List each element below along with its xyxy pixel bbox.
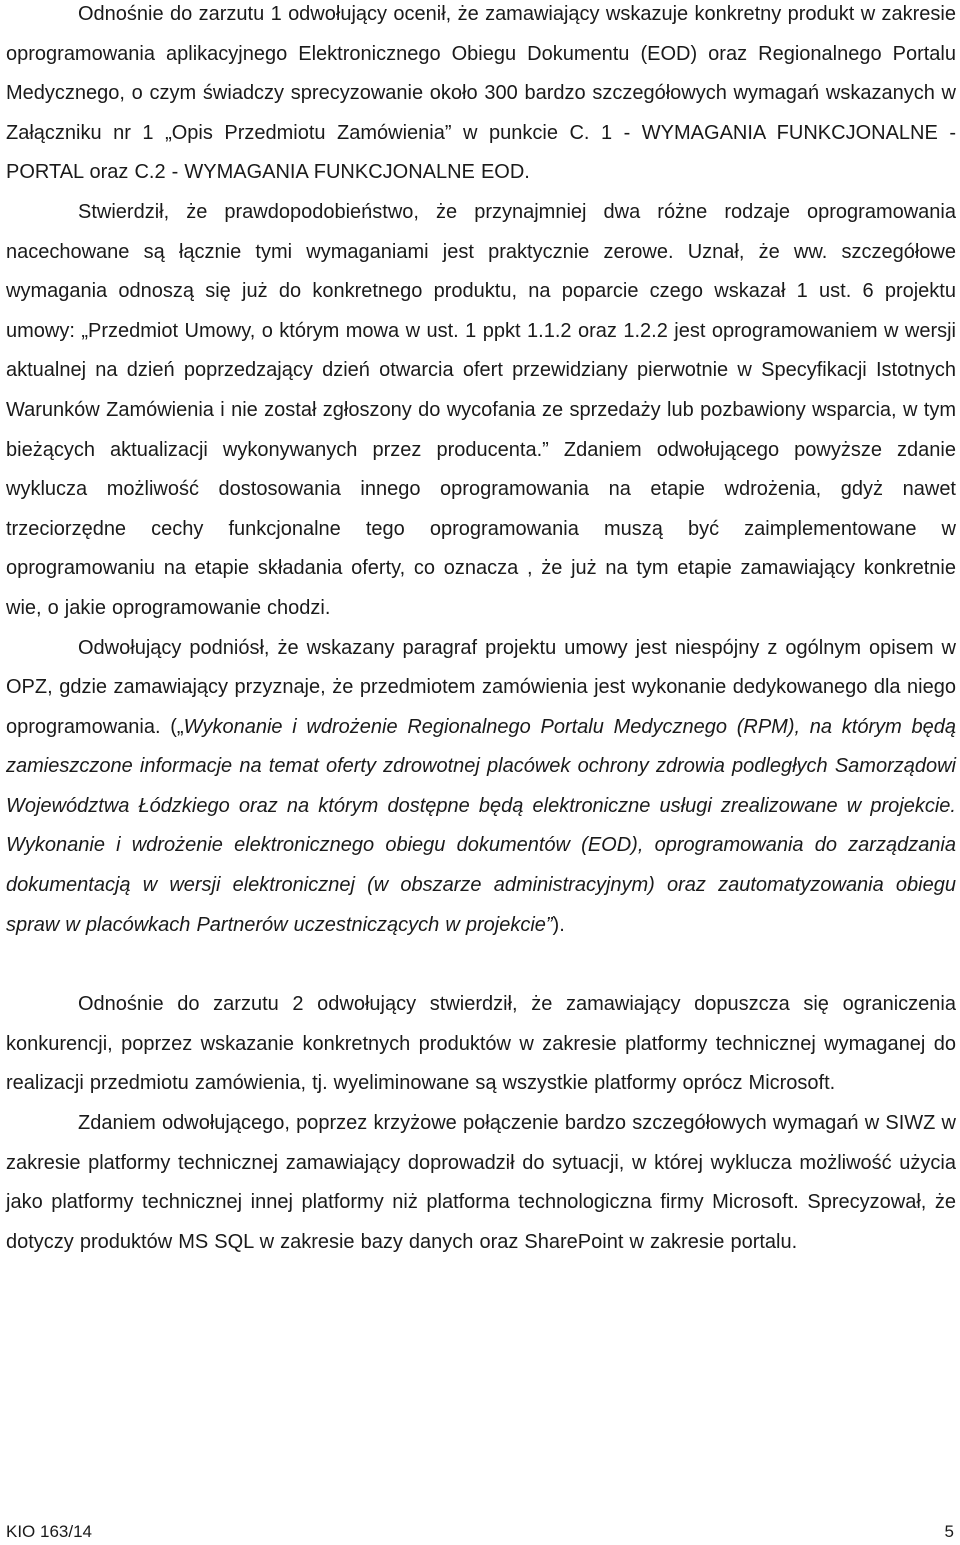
paragraph-5: Zdaniem odwołującego, poprzez krzyżowe połączenie bardzo szczegółowych wymagań w SIWZ w zakresie platformy technicznej zamawiający doprowadził do sytuacji, w której wyklucza możliwość użycia jako platformy technicznej innej platformy niż platforma technologiczna firmy Microsoft. Sprecyzował, że dotyczy produktów MS SQL w zakresie bazy danych oraz SharePoint w zakresie portalu. (6, 1112, 956, 1253)
paragraph-3-quote: Wykonanie i wdrożenie Regionalnego Portalu Medycznego (RPM), na którym będą zamieszczone informacje na temat oferty zdrowotnej placówek ochrony zdrowia podległych Samorządowi Województwa Łódzkiego oraz na którym dostępne będą elektroniczne usługi zrealizowane w projekcie. Wykonanie i wdrożenie elektronicznego obiegu dokumentów (EOD), oprogramowania do zarządzania dokumentacją w wersji elektronicznej (w obszarze administracyjnym) oraz zautomatyzowania obiegu spraw w placówkach Partnerów uczestniczących w projekcie” (6, 715, 956, 936)
paragraph-spacer (6, 945, 956, 985)
paragraph-3-tail: ). (552, 913, 565, 936)
paragraph-1: Odnośnie do zarzutu 1 odwołujący ocenił, że zamawiający wskazuje konkretny produkt w zakresie oprogramowania aplikacyjnego Elektronicznego Obiegu Dokumentu (EOD) oraz Regionalnego Portalu Medycznego, o czym świadczy sprecyzowanie około 300 bardzo szczegółowych wymagań wskazanych w Załączniku nr 1 „Opis Przedmiotu Zamówienia” w punkcie C. 1 - WYMAGANIA FUNKCJONALNE - PORTAL oraz C.2 - WYMAGANIA FUNKCJONALNE EOD. (6, 3, 956, 184)
page-footer (6, 1522, 954, 1542)
paragraph-3-lead: Odwołujący podniósł, że wskazany paragraf projektu umowy jest niespójny z ogólnym opisem w OPZ, gdzie zamawiający przyznaje, że przedmiotem zamówienia jest wykonanie dedykowanego dla niego oprogramowania. („ (6, 636, 956, 738)
paragraph-4: Odnośnie do zarzutu 2 odwołujący stwierdził, że zamawiający dopuszcza się ograniczenia konkurencji, poprzez wskazanie konkretnych produktów w zakresie platformy technicznej wymaganej do realizacji przedmiotu zamówienia, tj. wyeliminowane są wszystkie platformy oprócz Microsoft. (6, 993, 956, 1095)
document-page (6, 0, 956, 1262)
paragraph-2: Stwierdził, że prawdopodobieństwo, że przynajmniej dwa różne rodzaje oprogramowania nacechowane są łącznie tymi wymaganiami jest praktycznie zerowe. Uznał, że ww. szczegółowe wymagania odnoszą się już do konkretnego produktu, na poparcie czego wskazał 1 ust. 6 projektu umowy: „Przedmiot Umowy, o którym mowa w ust. 1 ppkt 1.1.2 oraz 1.2.2 jest oprogramowaniem w wersji aktualnej na dzień poprzedzający dzień otwarcia ofert przewidziany pierwotnie w Specyfikacji Istotnych Warunków Zamówienia i nie został zgłoszony do wycofania ze sprzedaży lub pozbawiony wsparcia, w tym bieżących aktualizacji wykonywanych przez producenta.” Zdaniem odwołującego powyższe zdanie wyklucza możliwość dostosowania innego oprogramowania na etapie wdrożenia, gdyż nawet trzeciorzędne cechy funkcjonalne tego oprogramowania muszą być zaimplementowane w oprogramowaniu na etapie składania oferty, co oznacza , że już na tym etapie zamawiający konkretnie wie, o jakie oprogramowanie chodzi. (6, 200, 956, 619)
paragraph-3 (6, 629, 956, 946)
page-number: 5 (944, 1522, 954, 1541)
case-number: KIO 163/14 (6, 1522, 93, 1541)
